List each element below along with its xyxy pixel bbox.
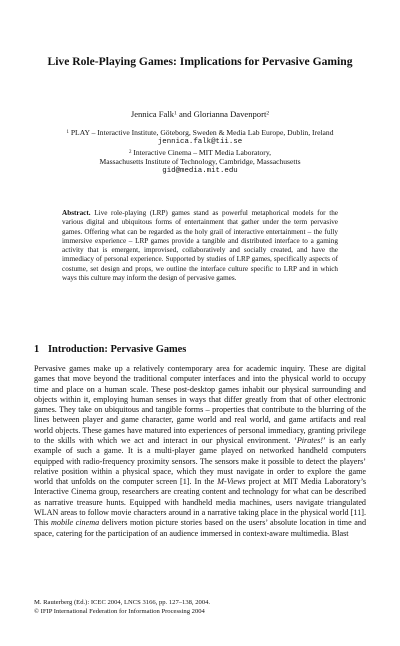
body-paragraph <box>34 364 366 539</box>
affiliation-marker: 2 <box>266 110 270 117</box>
body-text: project at MIT Media Laboratory’s Interactive Cinema group, researchers are creating content and technology for what can be described as narrative treasure hunts. Equipped with handheld media machines, users navigate triangulated WLAN areas to follow movie characters around in a narrative taking place in the physical world [11]. This <box>34 477 366 528</box>
section-number: 1 <box>34 344 40 355</box>
author-name: Jennica Falk <box>130 109 175 119</box>
citation-line: M. Rauterberg (Ed.): ICEC 2004, LNCS 3166, pp. 127–138, 2004. <box>34 599 211 606</box>
body-text: Pervasive games make up a relatively contemporary area for academic inquiry. These are digital games that move beyond the traditional computer interfaces and into the physical world to occupy time and place on a human scale. These post-desktop games inhabit our physical surrounding and objects within it, employing human senses in ways that differ greatly from that of other electronic games. They take on ubiquitous and tangible forms – properties that contribute to the blurring of the lines between player and game character, game world and real world, and game artifacts and real world objects. These games have matured into experiences of personal immediacy, granting privilege to the skills with which we act and interact in our physical environment. ‘ <box>34 364 366 445</box>
affiliations <box>18 128 382 177</box>
affiliation-text: PLAY – Interactive Institute, Göteborg, Sweden & Media Lab Europe, Dublin, Ireland <box>70 128 334 137</box>
paper-title: Live Role-Playing Games: Implications for Pervasive Gaming <box>47 55 353 68</box>
author-email[interactable]: gid@media.mit.edu <box>162 167 238 176</box>
author-name: Glorianna Davenport <box>193 109 267 119</box>
author-line <box>30 109 370 120</box>
body-text: delivers motion picture stories based on the users’ absolute location in time and space, catering for the participation of an audience immersed in context-aware multimedia. Blast <box>34 518 367 538</box>
abstract <box>62 209 338 283</box>
affiliation-marker: 2 <box>128 149 132 155</box>
author-conjunction: and <box>176 109 194 119</box>
page-footer <box>34 599 364 616</box>
section-title: Introduction: Pervasive Games <box>48 344 187 355</box>
affiliation-1 <box>18 128 382 138</box>
game-title: Pirates! <box>296 435 324 445</box>
affiliation-text: Interactive Cinema – MIT Media Laboratory, <box>133 147 272 157</box>
affiliation-text: Massachusetts Institute of Technology, Cambridge, Massachusetts <box>99 157 301 167</box>
emphasis-term: mobile cinema <box>51 518 100 528</box>
section-heading <box>34 343 364 356</box>
abstract-text: Live role-playing (LRP) games stand as powerful metaphorical models for the various digital and ubiquitous forms of entertainment that gather under the term pervasive games. Offering what can be regarded as the holy grail of interactive entertainment – the fully immersive experience – LRP games provide a tangible and distributed interface to a gaming activity that is emergent, improvised, collaboratively and socially created, and have the immediacy of personal experience. Supported by studies of LRP games, specifically aspects of costume, set design and props, we outline the interface culture specific to LRP and in which ways this culture may inform the design of pervasive games. <box>62 209 338 283</box>
body-text: ’ is an early example of such a game. It is a multi-player game played on networked handheld computers equipped with radio-frequency proximity sensors. The sensors make it possible to detect the players’ relative position within a physical space, which they must navigate in order to explore the game world that unfolds on the computer screen [1]. In the <box>34 435 366 487</box>
affiliation-2 <box>18 148 382 158</box>
affiliation-marker: 1 <box>66 129 69 135</box>
author-email[interactable]: jennica.falk@tii.se <box>157 137 243 146</box>
project-name: M-Views <box>217 477 246 487</box>
copyright-line: © IFIP International Federation for Information Processing 2004 <box>34 607 205 615</box>
affiliation-marker: 1 <box>174 110 177 117</box>
abstract-label: Abstract. <box>62 209 91 217</box>
